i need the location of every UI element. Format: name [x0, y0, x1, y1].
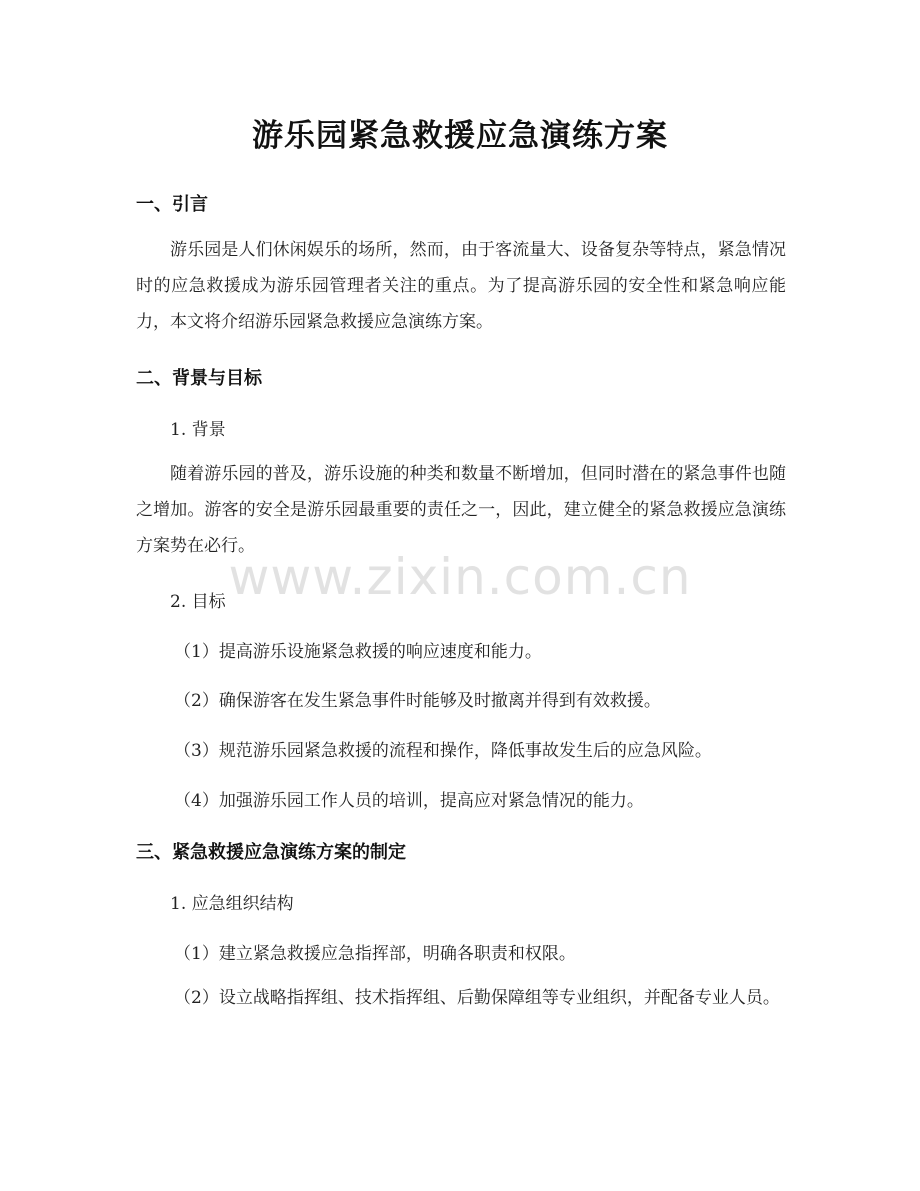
subheading-goals: 2. 目标	[170, 592, 226, 612]
goal-item-3: （3）规范游乐园紧急救援的流程和操作，降低事故发生后的应急风险。	[174, 741, 712, 761]
subheading-org-structure: 1. 应急组织结构	[170, 894, 294, 914]
goal-item-1: （1）提高游乐设施紧急救援的响应速度和能力。	[174, 642, 542, 662]
document-title: 游乐园紧急救援应急演练方案	[252, 118, 668, 154]
watermark: www.zixin.com.cn	[228, 548, 692, 606]
paragraph-introduction: 游乐园是人们休闲娱乐的场所，然而，由于客流量大、设备复杂等特点，紧急情况时的应急救援成为游乐园管理者关注的重点。为了提高游乐园的安全性和紧急响应能力，本文将介绍游乐园紧急救援应急演练方案。	[136, 240, 786, 332]
goal-item-2: （2）确保游客在发生紧急事件时能够及时撤离并得到有效救援。	[174, 691, 661, 711]
section-heading-introduction: 一、引言	[136, 194, 208, 215]
goal-item-4: （4）加强游乐园工作人员的培训，提高应对紧急情况的能力。	[174, 791, 644, 811]
section-heading-background-goals: 二、背景与目标	[136, 368, 262, 389]
paragraph-background: 随着游乐园的普及，游乐设施的种类和数量不断增加，但同时潜在的紧急事件也随之增加。游客的安全是游乐园最重要的责任之一，因此，建立健全的紧急救援应急演练方案势在必行。	[136, 464, 786, 556]
org-item-2: （2）设立战略指挥组、技术指挥组、后勤保障组等专业组织，并配备专业人员。	[174, 988, 780, 1008]
subheading-background: 1. 背景	[170, 420, 226, 440]
org-item-1: （1）建立紧急救援应急指挥部，明确各职责和权限。	[174, 944, 576, 964]
section-heading-plan-formulation: 三、紧急救援应急演练方案的制定	[136, 842, 406, 863]
